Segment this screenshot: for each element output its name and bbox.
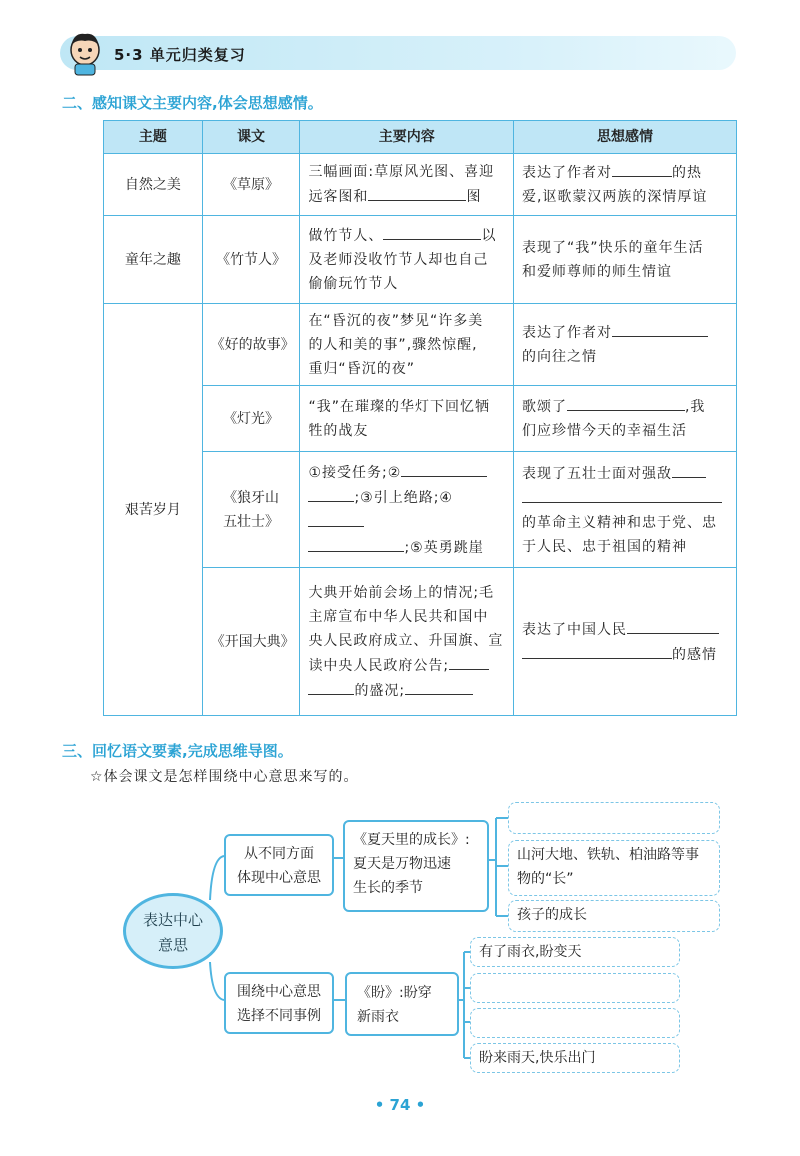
content-line: 牲的战友	[308, 422, 369, 439]
feeling-line: 表达了中国人民	[522, 617, 728, 642]
content-line: 远客图和 图	[308, 184, 505, 209]
center-text: 意思	[157, 936, 188, 954]
feeling-line: 和爱师尊师的师生情谊	[521, 263, 672, 280]
content-line: 主席宣布中华人民共和国中	[308, 608, 489, 625]
lesson-cell: 《开国大典》	[202, 568, 300, 716]
content-line: 三幅画面:草原风光图、喜迎	[308, 164, 495, 180]
leaf-text: 物的“长”	[517, 871, 574, 887]
lesson-text: 《盼》:盼穿	[357, 985, 432, 1001]
branch-text: 从不同方面	[244, 846, 314, 862]
lesson-cell: 《灯光》	[202, 386, 300, 452]
feeling-line: 于人民、忠于祖国的精神	[521, 538, 687, 555]
content-line: “我”在璀璨的华灯下回忆牺	[308, 398, 490, 415]
center-text: 表达中心	[142, 911, 203, 929]
lesson-line: 五壮士》	[223, 513, 280, 530]
lesson-text: 《夏天里的成长》:	[353, 832, 470, 848]
feeling-line: 表现了五壮士面对强敌	[522, 461, 728, 486]
content-line: 在“昏沉的夜”梦见“许多美	[308, 312, 484, 329]
feeling-line: 的向往之情	[521, 349, 597, 365]
page-number: • 74 •	[374, 1096, 426, 1114]
lesson-text: 新雨衣	[357, 1009, 399, 1025]
header-theme: 主题	[104, 121, 203, 154]
lesson-text: 夏天是万物迅速	[353, 856, 451, 872]
content-line: 偷偷玩竹节人	[308, 276, 399, 292]
header-feeling: 思想感情	[513, 121, 736, 154]
leaf-node-blank[interactable]	[470, 1008, 680, 1038]
content-line: ;⑤英勇跳崖	[308, 535, 505, 560]
content-line: 的盛况;	[308, 678, 505, 703]
feeling-line: 的革命主义精神和忠于党、忠	[521, 514, 717, 531]
content-line: 读中央人民政府公告;	[308, 653, 505, 678]
lesson-cell: 《好的故事》	[202, 304, 300, 386]
content-line: 重归“昏沉的夜”	[308, 360, 415, 377]
theme-cell: 自然之美	[104, 154, 203, 216]
leaf-node: 有了雨衣,盼变天	[470, 937, 680, 967]
lesson-node	[345, 972, 459, 1036]
leaf-node: 孩子的成长	[508, 900, 720, 932]
branch-node	[224, 834, 334, 896]
branch-text: 体现中心意思	[237, 870, 321, 886]
theme-cell: 艰苦岁月	[104, 304, 203, 716]
section3-note: ☆体会课文是怎样围绕中心意思来写的。	[90, 769, 359, 785]
leaf-node: 盼来雨天,快乐出门	[470, 1043, 680, 1073]
feeling-line: 们应珍惜今天的幸福生活	[521, 423, 687, 439]
content-line: 央人民政府成立、升国旗、宣	[308, 632, 504, 649]
branch-node	[224, 972, 334, 1034]
feeling-line: 表达了作者对 的热	[522, 160, 728, 185]
branch-text: 选择不同事例	[237, 1008, 321, 1024]
feeling-line: 歌颂了 ,我	[522, 394, 728, 419]
feeling-line: 的感情	[522, 642, 728, 667]
feeling-line: 表达了作者对	[522, 320, 728, 345]
lesson-cell: 《草原》	[202, 154, 300, 216]
feeling-line: 表现了“我”快乐的童年生活	[521, 239, 704, 256]
mindmap-center-node	[123, 893, 223, 969]
theme-cell: 童年之趣	[104, 216, 203, 304]
section2-title: 二、感知课文主要内容,体会思想感情。	[62, 94, 323, 112]
content-line: 大典开始前会场上的情况;毛	[308, 584, 495, 601]
section3-title: 三、回忆语文要素,完成思维导图。	[62, 742, 293, 760]
leaf-node-blank[interactable]	[470, 973, 680, 1003]
lesson-text: 生长的季节	[353, 880, 423, 896]
content-line: 及老师没收竹节人却也自己	[308, 252, 489, 268]
content-line: 做竹节人、 以	[308, 223, 505, 248]
branch-text: 围绕中心意思	[237, 984, 321, 1000]
content-line: 的人和美的事”,骤然惊醒,	[308, 336, 478, 353]
header-title: 5·3 单元归类复习	[114, 46, 246, 64]
leaf-node	[508, 840, 720, 896]
leaf-node-blank[interactable]	[508, 802, 720, 834]
content-line: ;③引上绝路;④	[308, 485, 505, 535]
feeling-line: 爱,讴歌蒙汉两族的深情厚谊	[521, 189, 708, 205]
content-line: ①接受任务;②	[308, 460, 505, 485]
lesson-node	[343, 820, 489, 912]
leaf-text: 山河大地、铁轨、柏油路等事	[517, 847, 699, 863]
lesson-cell: 《竹节人》	[202, 216, 300, 304]
lesson-line: 《狼牙山	[223, 489, 280, 506]
header-content: 主要内容	[300, 121, 514, 154]
header-lesson: 课文	[202, 121, 300, 154]
